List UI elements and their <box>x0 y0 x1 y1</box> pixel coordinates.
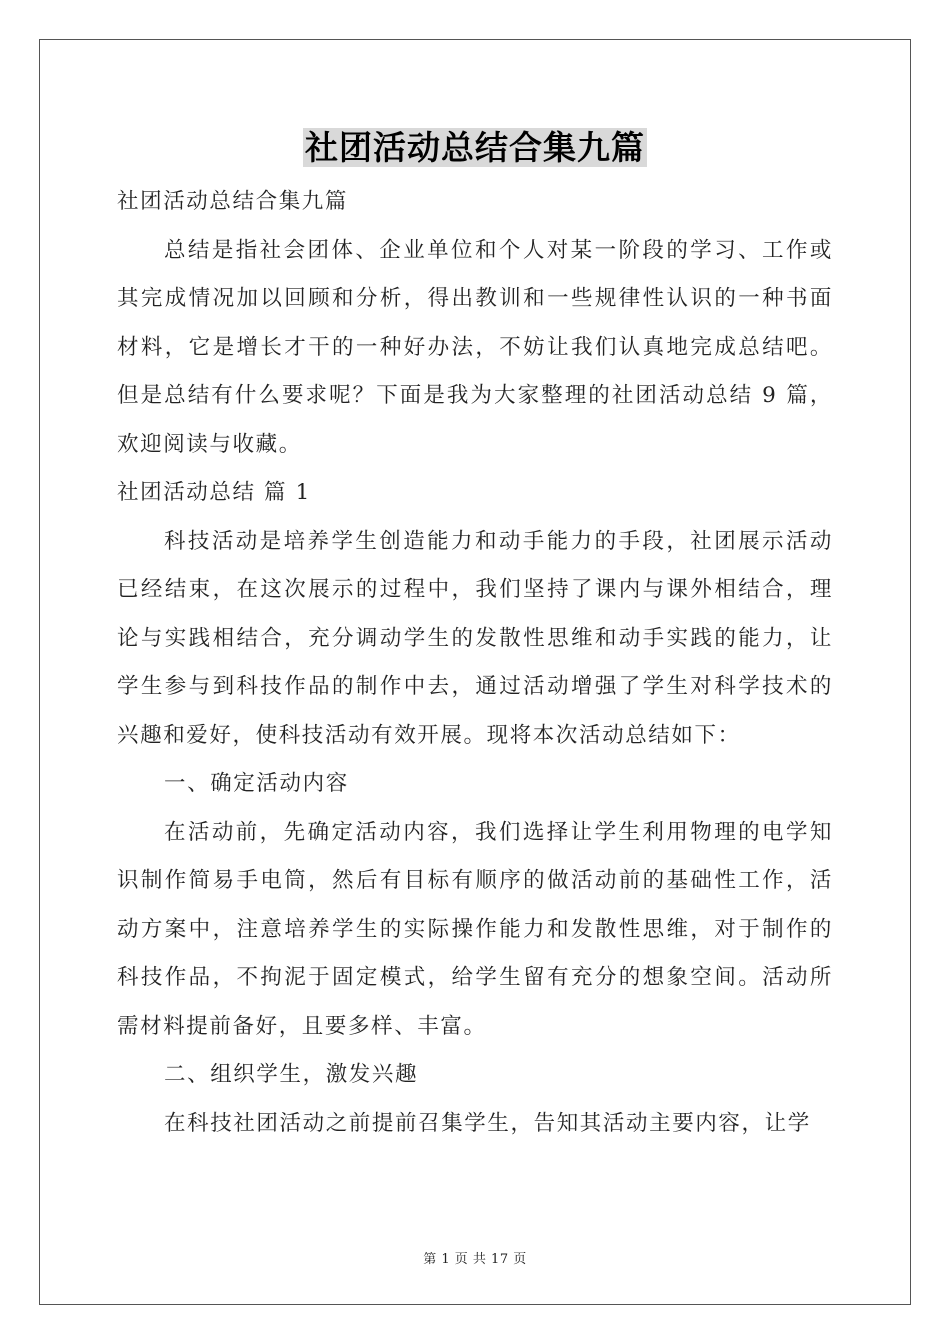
document-title-text: 社团活动总结合集九篇 <box>305 128 645 167</box>
subsection-heading: 一、确定活动内容 <box>164 771 349 796</box>
subtitle-paragraph: 社团活动总结合集九篇 <box>117 189 349 214</box>
body-paragraph: 科技活动是培养学生创造能力和动手能力的手段，社团展示活动已经结束，在这次展示的过程中，我们坚持了课内与课外相结合，理论与实践相结合，充分调动学生的发散性思维和动手实践的能力，让学生参与到科技作品的制作中去，通过活动增强了学生对科学技术的兴趣和爱好，使科技活动有效开展。现将本次活动总结如下： <box>117 528 833 748</box>
document-body <box>117 178 833 1148</box>
subsection-heading: 二、组织学生，激发兴趣 <box>164 1062 419 1087</box>
intro-paragraph: 总结是指社会团体、企业单位和个人对某一阶段的学习、工作或其完成情况加以回顾和分析，得出教训和一些规律性认识的一种书面材料，它是增长才干的一种好办法，不妨让我们认真地完成总结吧。但是总结有什么要求呢？下面是我为大家整理的社团活动总结 9 篇，欢迎阅读与收藏。 <box>117 237 833 457</box>
body-paragraph: 在科技社团活动之前提前召集学生，告知其活动主要内容，让学 <box>164 1110 811 1136</box>
document-title <box>0 128 950 168</box>
page-number-footer: 第 1 页 共 17 页 <box>423 1252 527 1267</box>
section-heading: 社团活动总结 篇 1 <box>117 480 311 505</box>
body-paragraph: 在活动前，先确定活动内容，我们选择让学生利用物理的电学知识制作简易手电筒，然后有目标有顺序的做活动前的基础性工作，活动方案中，注意培养学生的实际操作能力和发散性思维，对于制作的科技作品，不拘泥于固定模式，给学生留有充分的想象空间。活动所需材料提前备好，且要多样、丰富。 <box>117 819 833 1039</box>
